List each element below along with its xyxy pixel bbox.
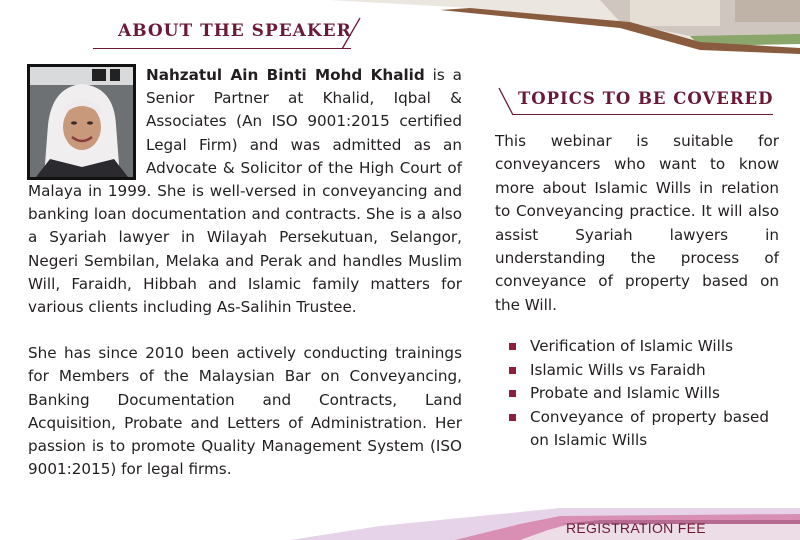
topics-list (509, 335, 769, 453)
speaker-section-heading: ABOUT THE SPEAKER (118, 21, 352, 41)
speaker-bio (28, 64, 462, 481)
speaker-name: Nahzatul Ain Binti Mohd Khalid (146, 66, 425, 84)
bullet-icon (509, 367, 516, 374)
bullet-icon (509, 390, 516, 397)
speaker-bio-paragraph-2: She has since 2010 been actively conducting trainings for Members of the Malaysian Bar on Conveyancing, Banking Documentation and Contracts, Land Acquisition, Probate and Letters of Administration. Her passion is to promote Quality Management System (ISO 9001:2015) for legal firms. (28, 344, 462, 479)
topics-heading-rule (513, 114, 773, 115)
bullet-icon (509, 414, 516, 421)
registration-fee-label: REGISTRATION FEE (566, 520, 706, 536)
bullet-icon (509, 343, 516, 350)
speaker-heading-rule (93, 48, 351, 49)
list-item: Islamic Wills vs Faraidh (509, 359, 769, 383)
topics-heading-slash (497, 86, 519, 116)
photo-spacer (28, 64, 146, 178)
speaker-bio-intro: is a Senior Partner at Khalid, Iqbal & Associates (An ISO 9001:2015 certified Legal Firm) and was admitted as an Advocate & Solicitor of the High Court of Malaya in 1999. She is well-versed in conveyancing and banking loan documentation and contracts. She is a also a Syariah lawyer in Wilayah Persekutuan, Selangor, Negeri Sembilan, Melaka and Perak and handles Muslim Will, Faraidh, Hibbah and Islamic family matters for various clients including As-Salihin Trustee. (28, 66, 462, 317)
topics-section-heading: TOPICS TO BE COVERED (518, 89, 774, 108)
list-item: Conveyance of property based on Islamic Wills (509, 406, 769, 453)
list-item: Probate and Islamic Wills (509, 382, 769, 406)
list-item: Verification of Islamic Wills (509, 335, 769, 359)
speaker-heading-slash (340, 16, 364, 50)
topics-intro: This webinar is suitable for conveyancers who want to know more about Islamic Wills in relation to Conveyancing practice. It will also assist Syariah lawyers in understanding the process of conveyance of property based on the Will. (495, 132, 779, 314)
